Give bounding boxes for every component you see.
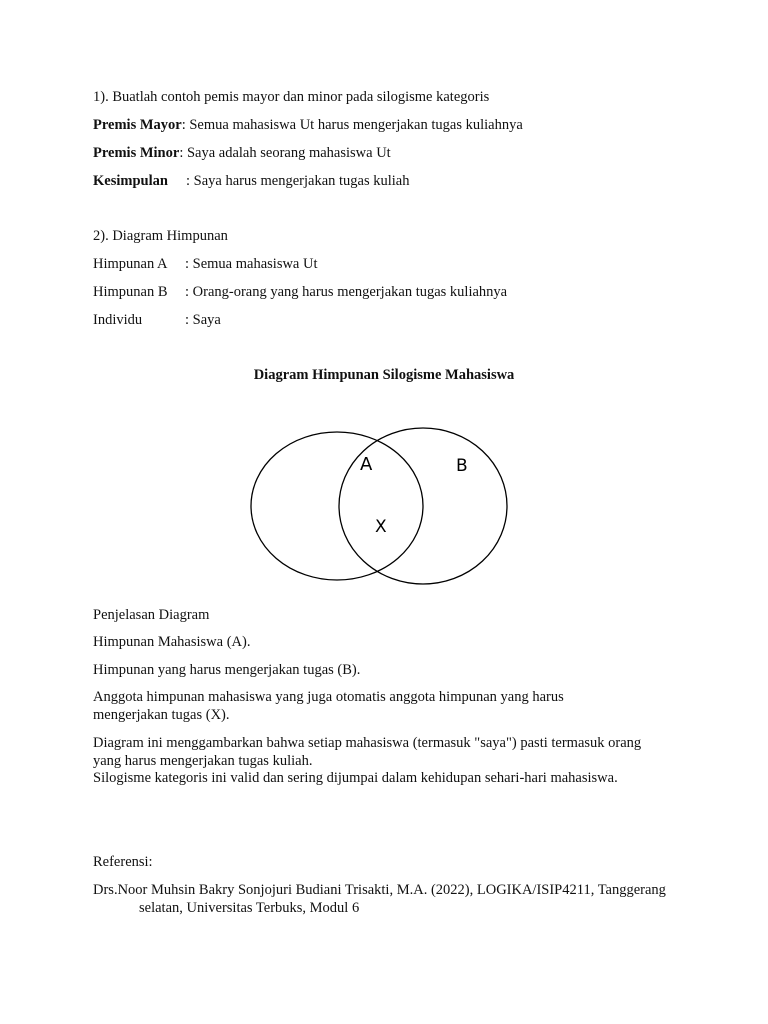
kesimpulan-line xyxy=(93,172,409,190)
set-x-label: X xyxy=(375,517,387,537)
individu-text: : Saya xyxy=(185,312,221,328)
premis-minor-text: : Saya adalah seorang mahasiswa Ut xyxy=(179,145,391,161)
premis-minor-label: Premis Minor xyxy=(93,145,180,161)
reference-entry: Drs.Noor Muhsin Bakry Sonjojuri Budiani Trisakti, M.A. (2022), LOGIKA/ISIP4211, Tanggerang selatan, Universitas Terbuks, Modul 6 xyxy=(93,882,666,916)
himpunan-b-row xyxy=(93,283,507,301)
explanation-heading: Penjelasan Diagram xyxy=(93,607,210,623)
explanation-line-3: Anggota himpunan mahasiswa yang juga otomatis anggota himpunan yang harus mengerjakan tugas (X). xyxy=(93,689,564,723)
set-a-circle xyxy=(251,432,423,580)
premis-minor-line xyxy=(93,144,391,162)
himpunan-a-text: : Semua mahasiswa Ut xyxy=(185,256,318,272)
kesimpulan-label: Kesimpulan xyxy=(93,173,168,189)
references-heading: Referensi: xyxy=(93,854,153,870)
q2-heading: 2). Diagram Himpunan xyxy=(93,228,228,244)
set-b-label: B xyxy=(456,456,468,476)
q1-heading: 1). Buatlah contoh pemis mayor dan minor pada silogisme kategoris xyxy=(93,89,490,105)
premis-mayor-text: : Semua mahasiswa Ut harus mengerjakan tugas kuliahnya xyxy=(181,117,523,133)
himpunan-a-row xyxy=(93,255,318,273)
himpunan-a-label: Himpunan A xyxy=(93,256,168,272)
premis-mayor-line xyxy=(93,116,523,134)
premis-mayor-label: Premis Mayor xyxy=(93,117,182,133)
explanation-line-1: Himpunan Mahasiswa (A). xyxy=(93,634,251,650)
individu-label: Individu xyxy=(93,312,143,328)
himpunan-b-label: Himpunan B xyxy=(93,284,168,300)
individu-row xyxy=(93,311,221,329)
set-a-label: A xyxy=(360,454,373,475)
diagram-title: Diagram Himpunan Silogisme Mahasiswa xyxy=(253,367,515,383)
explanation-line-4b: Silogisme kategoris ini valid dan sering dijumpai dalam kehidupan sehari-hari mahasiswa. xyxy=(93,770,618,786)
kesimpulan-text: : Saya harus mengerjakan tugas kuliah xyxy=(186,173,410,189)
explanation-line-2: Himpunan yang harus mengerjakan tugas (B). xyxy=(93,662,361,678)
explanation-line-4a: Diagram ini menggambarkan bahwa setiap mahasiswa (termasuk "saya") pasti termasuk orang yang harus mengerjakan tugas kuliah. xyxy=(93,735,642,769)
venn-diagram xyxy=(240,420,520,590)
himpunan-b-text: : Orang-orang yang harus mengerjakan tugas kuliahnya xyxy=(185,284,508,300)
